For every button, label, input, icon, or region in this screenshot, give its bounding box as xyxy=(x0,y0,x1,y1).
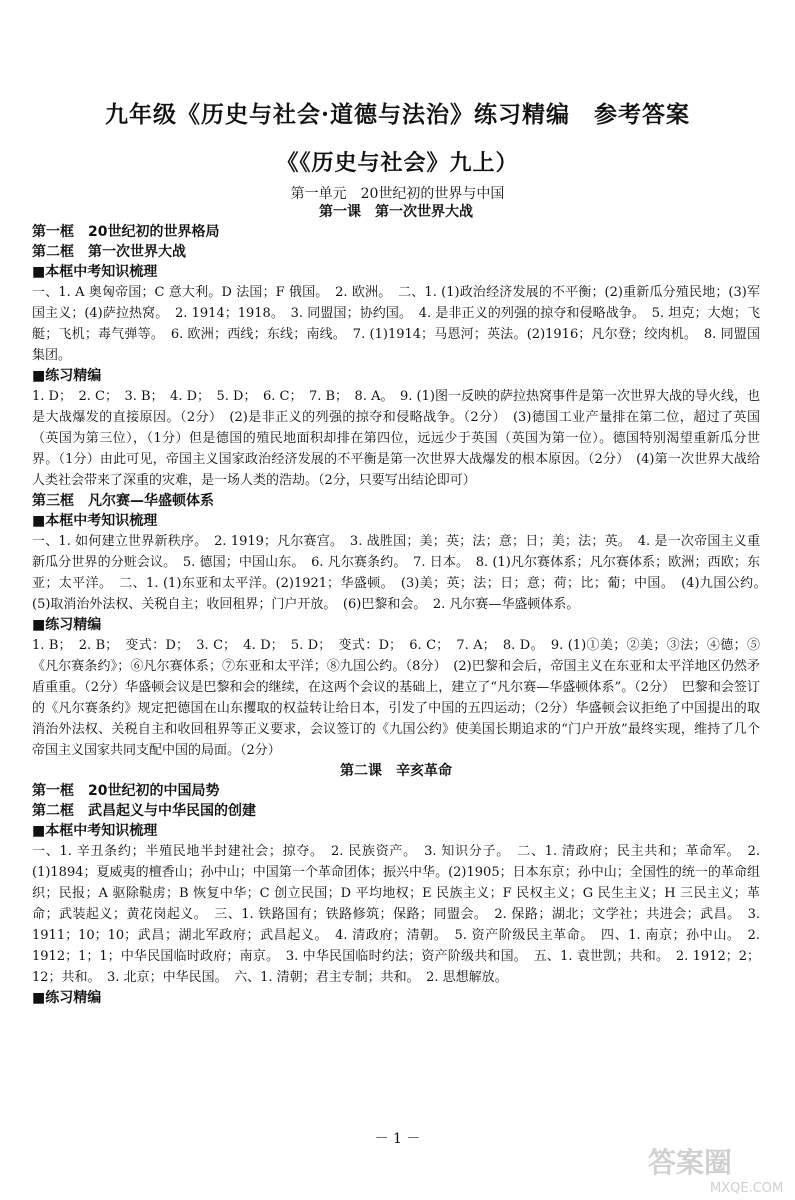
lesson2-knowledge-heading: ■本框中考知识梳理 xyxy=(32,823,158,839)
lesson1-knowledge-text: 一、1. A 奥匈帝国；C 意大利。D 法国；F 俄国。 2. 欧洲。 二、1. (1)政治经济发展的不平衡；(2)重新瓜分殖民地；(3)军国主义；(4)萨拉热窝。 2. 1914；1918。 3. 同盟国；协约国。 4. 是非正义的列强的掠夺和侵略战争。 5. 坦克；大炮；飞艇；飞机；毒气弹等。 6. 欧洲；西线；东线；南线。 7. (1)1914；马恩河；英法。(2)1916；凡尔登；绞肉机。 8. 同盟国集团。 xyxy=(32,285,760,363)
lesson2-title: 第二课 辛亥革命 xyxy=(340,763,452,779)
lesson1-frame3-title: 第三框 凡尔赛—华盛顿体系 xyxy=(32,493,214,509)
lesson1-title: 第一课 第一次世界大战 xyxy=(319,204,473,220)
lesson2-frame1-title: 第一框 20世纪初的中国局势 xyxy=(32,783,220,799)
lesson1-frame1-title: 第一框 20世纪初的世界格局 xyxy=(32,224,220,240)
document-subtitle: 《《历史与社会》九上） xyxy=(276,150,519,176)
lesson2-knowledge-text: 一、1. 辛丑条约；半殖民地半封建社会；掠夺。 2. 民族资产。 3. 知识分子。 二、1. 清政府；民主共和；革命军。 2. (1)1894；夏威夷的檀香山；孙中山；中国第一个革命团体；振兴中华。(2)1905；日本东京；孙中山；全国性的统一的革命组织；民报；A 驱除鞑虏；B 恢复中华；C 创立民国；D 平均地权；E 民族主义；F 民权主义；G 民生主义；H 三民主义；革命；武装起义；黄花岗起义。 三、1. 铁路国有；铁路修筑；保路；同盟会。 2. 保路；湖北；文学社；共进会；武昌。 3. 1911；10；10；武昌；湖北军政府；武昌起义。 4. 清政府；清朝。 5. 资产阶级民主革命。 四、1. 南京；孙中山。 2. 1912；1；1；中华民国临时政府；南京。 3. 中华民国临时约法；资产阶级共和国。 五、1. 袁世凯；共和。 2. 1912；2；12；共和。 3. 北京；中华民国。 六、1. 清朝；君主专制；共和。 2. 思想解放。 xyxy=(32,844,760,985)
lesson1-frame3-knowledge-text: 一、1. 如何建立世界新秩序。 2. 1919；凡尔赛宫。 3. 战胜国；美；英；法；意；日；美；法；英。 4. 是一次帝国主义重新瓜分世界的分赃会议。 5. 德国；中国山东。 6. 凡尔赛条约。 7. 日本。 8. (1)凡尔赛体系；凡尔赛体系；欧洲；西欧；东亚；太平洋。 二、1. (1)东亚和太平洋。(2)1921；华盛顿。 (3)美；英；法；日；意；荷；比；葡；中国。 (4)九国公约。 (5)取消治外法权、关税自主；收回租界；门户开放。 (6)巴黎和会。 2. 凡尔赛—华盛顿体系。 xyxy=(32,534,774,612)
lesson1-knowledge-heading: ■本框中考知识梳理 xyxy=(32,264,158,280)
lesson1-frame3-practice-heading: ■练习精编 xyxy=(32,617,102,633)
lesson1-practice-text: 1. D； 2. C； 3. B； 4. D； 5. D； 6. C； 7. B； 8. A。 9. (1)图一反映的萨拉热窝事件是第一次世界大战的导火线，也是大战爆发的直接原因。（2分） (2)是非正义的列强的掠夺和侵略战争。（2分） (3)德国工业产量排在第二位，超过了英国（英国为第三位），（1分）但是德国的殖民地面积却排在第四位，远远少于英国（英国为第一位）。德国特别渴望重新瓜分世界。（1分）由此可见，帝国主义国家政治经济发展的不平衡是第一次世界大战爆发的根本原因。（2分） (4)第一次世界大战给人类社会带来了深重的灾难，是一场人类的浩劫。（2分，只要写出结论即可） xyxy=(32,389,760,488)
lesson2-practice-heading: ■练习精编 xyxy=(32,990,102,1006)
watermark-line2: MXQE.COM xyxy=(710,1181,784,1196)
lesson2-frame2-title: 第二框 武昌起义与中华民国的创建 xyxy=(32,803,256,819)
page-number: － 1 － xyxy=(374,1131,421,1147)
watermark-line1: 答案圈 xyxy=(648,1146,733,1179)
content-body xyxy=(32,202,774,1008)
unit-title: 第一单元 20世纪初的世界与中国 xyxy=(290,186,505,202)
lesson1-frame3-practice-text: 1. B； 2. B； 变式：D； 3. C； 4. D； 5. D； 变式：D； 6. C； 7. A； 8. D。 9. (1)①美；②美；③法；④德；⑤《凡尔赛条约》；⑥凡尔赛体系；⑦东亚和太平洋；⑧九国公约。（8分） (2)巴黎和会后，帝国主义在东亚和太平洋地区仍然矛盾重重。（2分）华盛顿会议是巴黎和会的继续，在这两个会议的基础上，建立了“凡尔赛—华盛顿体系”。（2分） 巴黎和会签订的《凡尔赛条约》规定把德国在山东攫取的权益转让给日本，引发了中国的五四运动；（2分）华盛顿会议拒绝了中国提出的取消治外法权、关税自主和收回租界等正义要求，会议签订的《九国公约》使美国长期追求的“门户开放”最终实现，维持了几个帝国主义国家共同支配中国的局面。（2分） xyxy=(32,638,760,758)
lesson1-frame2-title: 第二框 第一次世界大战 xyxy=(32,244,186,260)
lesson1-frame3-knowledge-heading: ■本框中考知识梳理 xyxy=(32,513,158,529)
watermark-logo xyxy=(640,1140,790,1196)
lesson1-practice-heading: ■练习精编 xyxy=(32,368,102,384)
document-title: 九年级《历史与社会·道德与法治》练习精编 参考答案 xyxy=(104,101,690,128)
